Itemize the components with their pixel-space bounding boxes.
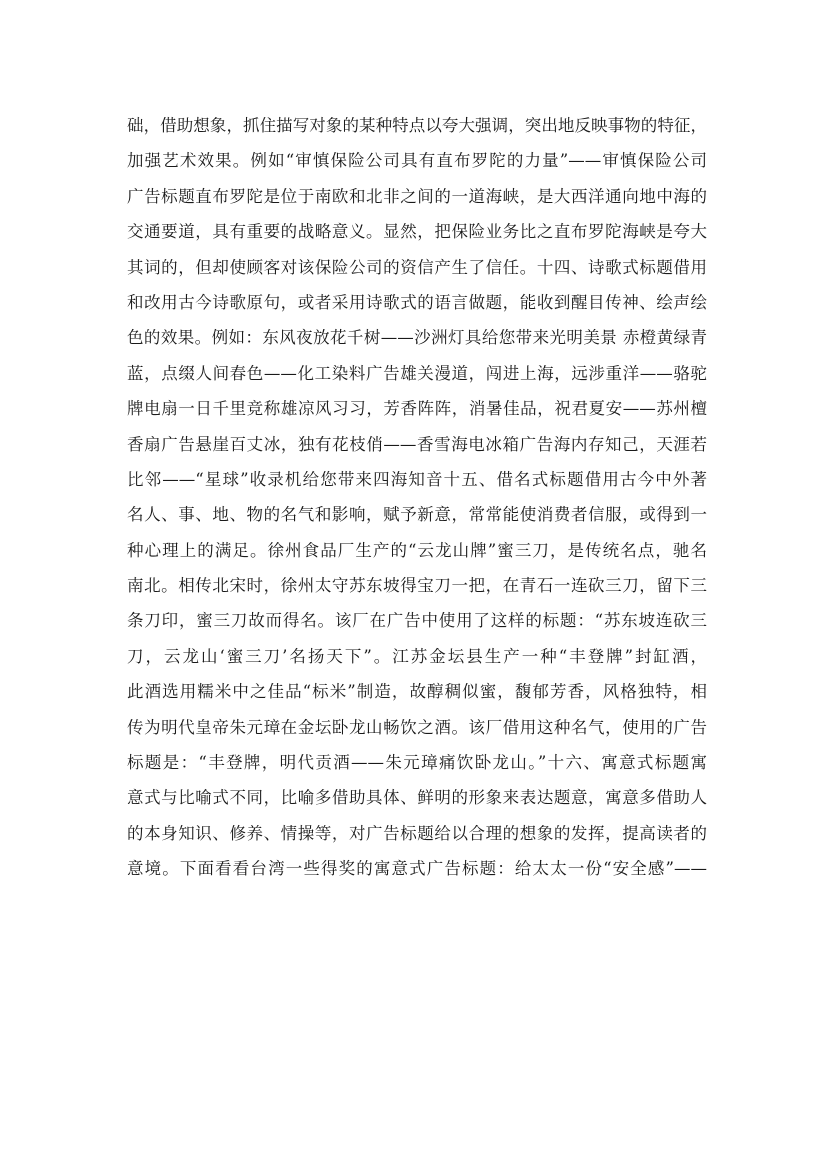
text-line-2: 加强艺术效果。例如“审慎保险公司具有直布罗陀的力量”——审慎保险公司 — [127, 151, 707, 171]
text-line-18: 传为明代皇帝朱元璋在金坛卧龙山畅饮之酒。该厂借用这种名气，使用的广告 — [127, 717, 707, 737]
text-line-6: 和改用古今诗歌原句，或者采用诗歌式的语言做题，能收到醒目传神、绘声绘 — [127, 292, 707, 312]
body-text — [127, 108, 707, 887]
text-line-10: 香扇广告悬崖百丈冰，独有花枝俏——香雪海电冰箱广告海内存知己，天涯若 — [127, 434, 707, 454]
text-line-17: 此酒选用糯米中之佳品“标米”制造，故醇稠似蜜，馥郁芳香，风格独特，相 — [127, 682, 707, 702]
text-line-13: 种心理上的满足。徐州食品厂生产的“云龙山牌”蜜三刀，是传统名点，驰名 — [127, 540, 707, 560]
text-line-12: 名人、事、地、物的名气和影响，赋予新意，常常能使消费者信服，或得到一 — [127, 505, 707, 525]
text-line-16: 刀，云龙山‘蜜三刀’名扬天下”。江苏金坛县生产一种“丰登牌”封缸酒， — [127, 646, 707, 666]
text-line-20: 意式与比喻式不同，比喻多借助具体、鲜明的形象来表达题意，寓意多借助人 — [127, 788, 707, 808]
text-line-9: 牌电扇一日千里竞称雄凉风习习，芳香阵阵，消暑佳品，祝君夏安——苏州檀 — [127, 399, 707, 419]
text-line-14: 南北。相传北宋时，徐州太守苏东坡得宝刀一把，在青石一连砍三刀，留下三 — [127, 576, 707, 596]
text-line-3: 广告标题直布罗陀是位于南欧和北非之间的一道海峡，是大西洋通向地中海的 — [127, 186, 707, 206]
text-line-5: 其词的，但却使顾客对该保险公司的资信产生了信任。十四、诗歌式标题借用 — [127, 257, 707, 277]
text-line-15: 条刀印，蜜三刀故而得名。该厂在广告中使用了这样的标题：“苏东坡连砍三 — [127, 611, 707, 631]
text-line-7: 色的效果。例如：东风夜放花千树——沙洲灯具给您带来光明美景 赤橙黄绿青 — [127, 328, 707, 348]
text-line-1: 础，借助想象，抓住描写对象的某种特点以夸大强调，突出地反映事物的特征， — [127, 116, 707, 135]
text-line-19: 标题是：“丰登牌，明代贡酒——朱元璋痛饮卧龙山。”十六、寓意式标题寓 — [127, 753, 707, 773]
text-line-21: 的本身知识、修养、情操等，对广告标题给以合理的想象的发挥，提高读者的 — [127, 823, 707, 843]
text-line-4: 交通要道，具有重要的战略意义。显然，把保险业务比之直布罗陀海峡是夸大 — [127, 222, 707, 242]
text-line-8: 蓝，点缀人间春色——化工染料广告雄关漫道，闯进上海，远涉重洋——骆驼 — [127, 363, 707, 383]
text-line-22: 意境。下面看看台湾一些得奖的寓意式广告标题：给太太一份“安全感”—— — [127, 859, 707, 879]
text-line-11: 比邻——“星球”收录机给您带来四海知音十五、借名式标题借用古今中外著 — [127, 469, 707, 489]
